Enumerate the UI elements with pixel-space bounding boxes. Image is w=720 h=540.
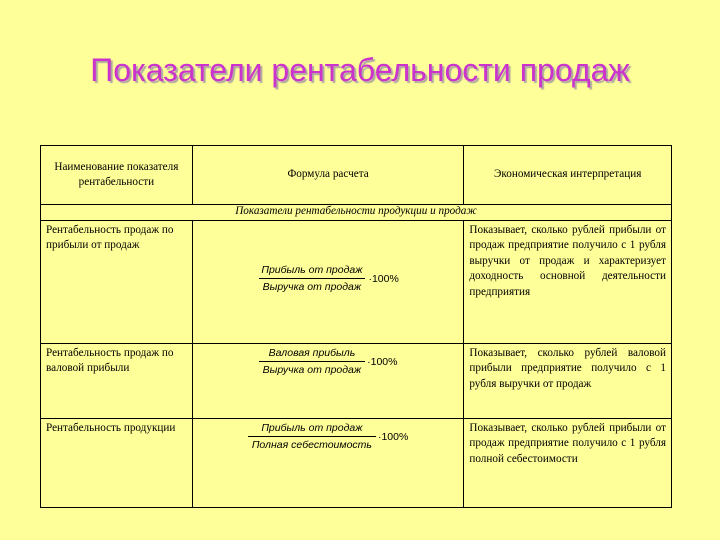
formula-cell	[192, 221, 464, 344]
table-row	[41, 221, 672, 344]
table-header-row	[41, 146, 672, 205]
header-interpretation: Экономическая интерпретация	[464, 146, 672, 205]
formula-denominator: Выручка от продаж	[259, 278, 365, 294]
interpretation: Показывает, сколько рублей прибыли от продаж предприятие получило с 1 рубля полной себестоимости	[464, 419, 672, 508]
table-row	[41, 344, 672, 419]
formula	[198, 346, 459, 378]
header-formula: Формула расчета	[192, 146, 464, 205]
formula-numerator: Прибыль от продаж	[261, 264, 363, 276]
section-row	[41, 205, 672, 221]
profitability-table	[40, 145, 672, 508]
formula	[198, 421, 459, 453]
fraction	[259, 346, 365, 378]
formula-numerator: Прибыль от продаж	[261, 422, 363, 434]
section-title: Показатели рентабельности продукции и продаж	[41, 205, 672, 221]
fraction	[248, 421, 376, 453]
interpretation: Показывает, сколько рублей прибыли от продаж предприятие получило с 1 рубля выручки от продаж и характеризует доходность основной деятельности предприятия	[464, 221, 672, 344]
table-row	[41, 419, 672, 508]
formula-numerator: Валовая прибыль	[268, 347, 356, 359]
interpretation: Показывает, сколько рублей валовой прибыли предприятие получило с 1 рубля выручки от продаж	[464, 344, 672, 419]
formula-cell	[192, 344, 464, 419]
formula-denominator: Полная себестоимость	[248, 436, 376, 452]
indicator-name: Рентабельность продаж по валовой прибыли	[41, 344, 193, 419]
page-title: Показатели рентабельности продаж	[90, 52, 630, 88]
formula-cell	[192, 419, 464, 508]
fraction	[257, 263, 366, 295]
header-name: Наименование показателя рентабельности	[41, 146, 193, 205]
indicator-name: Рентабельность продаж по прибыли от продаж	[41, 221, 193, 344]
formula-multiplier: ·100%	[377, 430, 409, 443]
formula-multiplier: ·100%	[367, 355, 398, 368]
formula-multiplier: ·100%	[368, 272, 399, 285]
indicator-name: Рентабельность продукции	[41, 419, 193, 508]
formula	[198, 223, 459, 295]
formula-denominator: Выручка от продаж	[259, 361, 365, 377]
